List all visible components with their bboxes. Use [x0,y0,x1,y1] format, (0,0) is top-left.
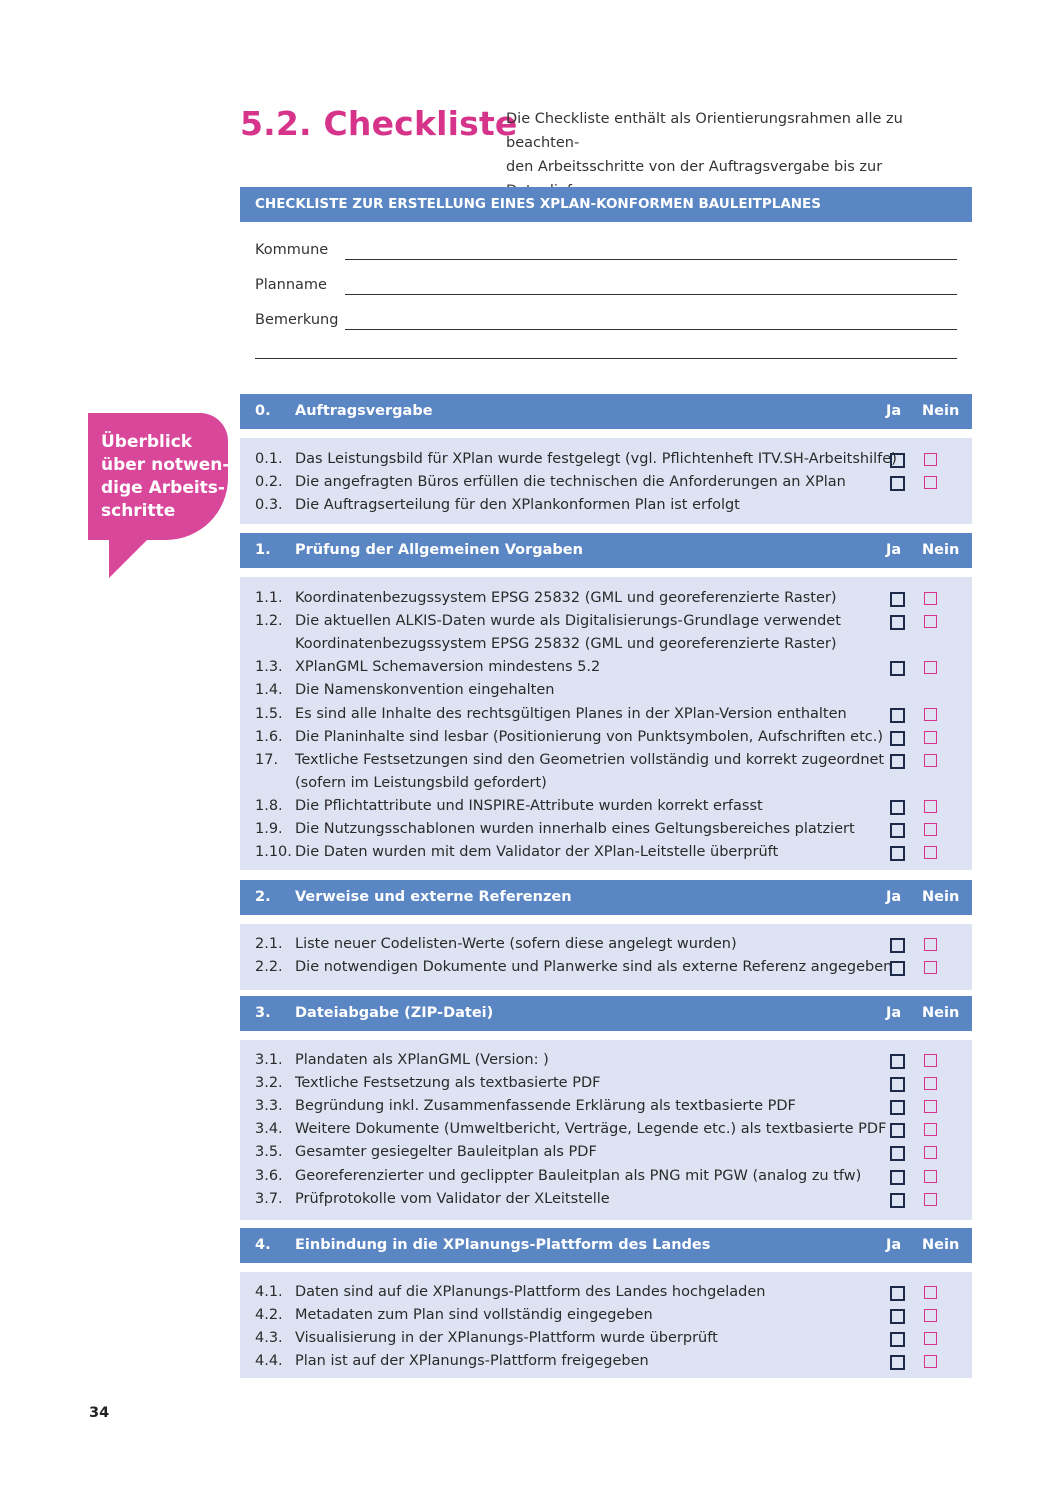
ja-checkbox[interactable] [890,1146,905,1161]
item-number: 1.10. [255,844,292,861]
item-number: 17. [255,751,279,768]
item-text: Liste neuer Codelisten-Werte (sofern diese angelegt wurden) [295,936,737,952]
item-text: Es sind alle Inhalte des rechtsgültigen Planes in der XPlan-Version enthalten [295,705,847,722]
item-number: 0.3. [255,497,283,514]
item-number: 1.3. [255,659,283,676]
item-number: 4.1. [255,1284,283,1300]
nein-checkbox[interactable] [924,938,937,951]
item-text: Gesamter gesiegelter Bauleitplan als PDF [295,1144,597,1161]
item-text: Die Daten wurden mit dem Validator der XPlan-Leitstelle überprüft [295,844,779,861]
nein-checkbox[interactable] [924,1077,937,1090]
section-title: Verweise und externe Referenzen [295,889,572,905]
field-planname [255,277,957,297]
ja-checkbox[interactable] [890,731,905,746]
item-number: 1.6. [255,728,283,745]
item-text: Plandaten als XPlanGML (Version: ) [295,1052,549,1068]
section-body [240,577,972,870]
nein-checkbox[interactable] [924,661,937,674]
item-number: 4.4. [255,1353,283,1370]
item-number: 1.2. [255,613,283,630]
section-header [240,996,972,1031]
item-text: Metadaten zum Plan sind vollständig eingegeben [295,1307,653,1324]
item-number: 1.8. [255,797,283,814]
nein-checkbox[interactable] [924,961,937,974]
item-text: Textliche Festsetzung als textbasierte PDF [295,1075,601,1092]
item-text: Die angefragten Büros erfüllen die technischen die Anforderungen an XPlan [295,474,846,491]
callout-line: über notwen- [101,455,230,475]
nein-checkbox[interactable] [924,476,937,489]
section-title: Prüfung der Allgemeinen Vorgaben [295,542,583,558]
section-body [240,1040,972,1220]
field-line[interactable] [345,259,957,260]
callout-tail [109,538,149,578]
item-text: Die Auftragserteilung für den XPlankonformen Plan ist erfolgt [295,497,740,514]
column-nein-label: Nein [922,403,960,419]
nein-checkbox[interactable] [924,592,937,605]
nein-checkbox[interactable] [924,1100,937,1113]
item-number: 0.2. [255,474,283,491]
nein-checkbox[interactable] [924,823,937,836]
ja-checkbox[interactable] [890,823,905,838]
ja-checkbox[interactable] [890,800,905,815]
column-nein-label: Nein [922,1237,960,1253]
nein-checkbox[interactable] [924,453,937,466]
field-label: Bemerkung [255,312,339,328]
ja-checkbox[interactable] [890,1077,905,1092]
item-text: Koordinatenbezugssystem EPSG 25832 (GML und georeferenzierte Raster) [295,636,837,653]
ja-checkbox[interactable] [890,1355,905,1370]
column-ja-label: Ja [886,1005,902,1021]
nein-checkbox[interactable] [924,800,937,813]
section-number: 1. [255,542,271,558]
nein-checkbox[interactable] [924,615,937,628]
item-text: Die aktuellen ALKIS-Daten wurde als Digitalisierungs-Grundlage verwendet [295,613,841,630]
section-number: 3. [255,1005,271,1021]
nein-checkbox[interactable] [924,1355,937,1368]
ja-checkbox[interactable] [890,754,905,769]
section-number: 4. [255,1237,271,1253]
nein-checkbox[interactable] [924,1309,937,1322]
ja-checkbox[interactable] [890,846,905,861]
ja-checkbox[interactable] [890,1170,905,1185]
section-body [240,1272,972,1378]
callout-line: dige Arbeits- [101,478,225,498]
field-line[interactable] [345,329,957,330]
section-body [240,924,972,990]
section-title: Einbindung in die XPlanungs-Plattform des Landes [295,1237,711,1253]
item-text: Die Planinhalte sind lesbar (Positionierung von Punktsymbolen, Aufschriften etc.) [295,728,883,745]
column-nein-label: Nein [922,889,960,905]
column-nein-label: Nein [922,1005,960,1021]
item-number: 3.1. [255,1052,283,1068]
item-text: Das Leistungsbild für XPlan wurde festgelegt (vgl. Pflichtenheft ITV.SH-Arbeitshilfe) [295,451,897,467]
section-header [240,1228,972,1263]
item-number: 1.9. [255,821,283,837]
item-number: 0.1. [255,451,283,467]
field-bemerkung [255,312,957,332]
field-label: Kommune [255,242,329,258]
item-text: Visualisierung in der XPlanungs-Plattform wurde überprüft [295,1330,718,1347]
column-nein-label: Nein [922,542,960,558]
item-text: Weitere Dokumente (Umweltbericht, Verträge, Legende etc.) als textbasierte PDF [295,1121,887,1138]
ja-checkbox[interactable] [890,661,905,676]
section-body [240,438,972,524]
ja-checkbox[interactable] [890,1193,905,1208]
intro-line: Die Checkliste enthält als Orientierungsrahmen alle zu beachten- [506,111,903,151]
field-line[interactable] [345,294,957,295]
item-text: Daten sind auf die XPlanungs-Plattform des Landes hochgeladen [295,1284,766,1300]
item-text: Die notwendigen Dokumente und Planwerke sind als externe Referenz angegeben [295,959,893,976]
nein-checkbox[interactable] [924,1054,937,1067]
item-number: 4.3. [255,1330,283,1347]
item-text: Koordinatenbezugssystem EPSG 25832 (GML und georeferenzierte Raster) [295,590,837,606]
column-ja-label: Ja [886,403,902,419]
ja-checkbox[interactable] [890,1286,905,1301]
nein-checkbox[interactable] [924,1123,937,1136]
item-text: Die Pflichtattribute und INSPIRE-Attribute wurden korrekt erfasst [295,797,763,814]
column-ja-label: Ja [886,542,902,558]
form-heading: CHECKLISTE ZUR ERSTELLUNG EINES XPLAN-KONFORMEN BAULEITPLANES [240,187,972,222]
item-text: Prüfprotokolle vom Validator der XLeitstelle [295,1190,610,1207]
ja-checkbox[interactable] [890,1309,905,1324]
item-number: 1.4. [255,682,283,699]
ja-checkbox[interactable] [890,476,905,491]
section-number: 2. [255,889,271,905]
callout-line: Überblick [101,432,193,452]
item-number: 3.6. [255,1167,283,1184]
ja-checkbox[interactable] [890,615,905,630]
page-number: 34 [89,1405,110,1421]
column-ja-label: Ja [886,889,902,905]
item-number: 2.1. [255,936,283,952]
field-extra-line[interactable] [255,358,957,359]
nein-checkbox[interactable] [924,731,937,744]
item-text: Plan ist auf der XPlanungs-Plattform freigegeben [295,1353,649,1370]
section-header [240,394,972,429]
item-text: (sofern im Leistungsbild gefordert) [295,774,547,791]
item-number: 3.4. [255,1121,283,1138]
item-text: Georeferenzierter und geclippter Bauleitplan als PNG mit PGW (analog zu tfw) [295,1167,862,1184]
nein-checkbox[interactable] [924,1193,937,1206]
item-text: XPlanGML Schemaversion mindestens 5.2 [295,659,601,676]
item-text: Begründung inkl. Zusammenfassende Erklärung als textbasierte PDF [295,1098,796,1115]
field-kommune [255,242,957,262]
nein-checkbox[interactable] [924,846,937,859]
item-text: Textliche Festsetzungen sind den Geometrien vollständig und korrekt zugeordnet [295,751,885,768]
page-title: 5.2. Checkliste [240,104,518,143]
callout-text [101,431,231,523]
item-text: Die Nutzungsschablonen wurden innerhalb eines Geltungsbereiches platziert [295,821,855,837]
ja-checkbox[interactable] [890,1054,905,1069]
item-number: 1.5. [255,705,283,722]
ja-checkbox[interactable] [890,1100,905,1115]
section-header [240,533,972,568]
ja-checkbox[interactable] [890,938,905,953]
item-text: Die Namenskonvention eingehalten [295,682,555,699]
ja-checkbox[interactable] [890,961,905,976]
section-number: 0. [255,403,271,419]
column-ja-label: Ja [886,1237,902,1253]
nein-checkbox[interactable] [924,708,937,721]
field-label: Planname [255,277,327,293]
ja-checkbox[interactable] [890,453,905,468]
item-number: 2.2. [255,959,283,976]
nein-checkbox[interactable] [924,1286,937,1299]
callout-line: schritte [101,501,176,521]
item-number: 3.5. [255,1144,283,1161]
ja-checkbox[interactable] [890,592,905,607]
nein-checkbox[interactable] [924,1146,937,1159]
item-number: 3.7. [255,1190,283,1207]
ja-checkbox[interactable] [890,1332,905,1347]
item-number: 1.1. [255,590,283,606]
item-number: 3.2. [255,1075,283,1092]
intro-line: den Arbeitsschritte von der Auftragsvergabe bis zur [506,159,883,175]
nein-checkbox[interactable] [924,1170,937,1183]
section-header [240,880,972,915]
item-number: 3.3. [255,1098,283,1115]
ja-checkbox[interactable] [890,1123,905,1138]
ja-checkbox[interactable] [890,708,905,723]
nein-checkbox[interactable] [924,754,937,767]
item-number: 4.2. [255,1307,283,1324]
nein-checkbox[interactable] [924,1332,937,1345]
section-title: Dateiabgabe (ZIP-Datei) [295,1005,494,1021]
section-title: Auftragsvergabe [295,403,433,419]
